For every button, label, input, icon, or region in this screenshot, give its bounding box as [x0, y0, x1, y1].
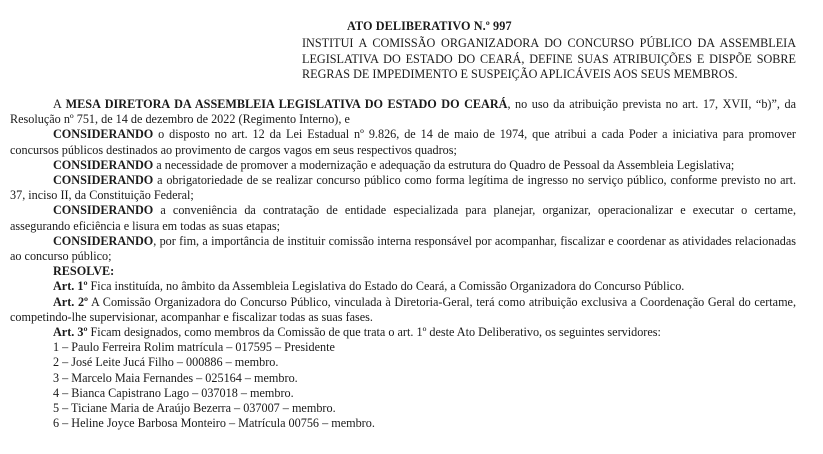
considerando-3: CONSIDERANDO a obrigatoriedade de se realizar concurso público como forma legítima de ingresso no serviço público, conforme previsto no art. 37, inciso II, da Constituição Federal; — [10, 173, 796, 203]
article-1: Art. 1º Fica instituída, no âmbito da Assembleia Legislativa do Estado do Ceará, a Comissão Organizadora do Concurso Público. — [53, 279, 685, 294]
member-item: 2 – José Leite Jucá Filho – 000886 – membro. — [53, 355, 279, 370]
member-item: 5 – Ticiane Maria de Araújo Bezerra – 037007 – membro. — [53, 401, 336, 416]
resolve-heading: RESOLVE: — [53, 264, 115, 279]
member-item: 1 – Paulo Ferreira Rolim matrícula – 017595 – Presidente — [53, 340, 335, 355]
member-item: 4 – Bianca Capistrano Lago – 037018 – membro. — [53, 385, 294, 400]
member-item: 3 – Marcelo Maia Fernandes – 025164 – membro. — [53, 370, 298, 385]
document-ementa: INSTITUI A COMISSÃO ORGANIZADORA DO CONCURSO PÚBLICO DA ASSEMBLEIA LEGISLATIVA DO ESTADO DO CEARÁ, DEFINE SUAS ATRIBUIÇÕES E DISPÕE SOBRE REGRAS DE IMPEDIMENTO E SUSPEIÇÃO APLICÁVEIS AOS SEUS MEMBROS. — [302, 36, 796, 82]
preamble: A MESA DIRETORA DA ASSEMBLEIA LEGISLATIVA DO ESTADO DO CEARÁ, no uso da atribuição prevista no art. 17, XVII, “b)”, da Resolução nº 751, de 14 de dezembro de 2022 (Regimento Interno), e — [10, 97, 796, 127]
considerando-1: CONSIDERANDO o disposto no art. 12 da Lei Estadual nº 9.826, de 14 de maio de 1974, que atribui a cada Poder a iniciativa para promover concursos públicos destinados ao provimento de cargos vagos em seus respectivos quadros; — [10, 127, 796, 157]
member-item: 6 – Heline Joyce Barbosa Monteiro – Matrícula 00756 – membro. — [53, 416, 375, 431]
article-2: Art. 2º A Comissão Organizadora do Concurso Público, vinculada à Diretoria-Geral, terá como atribuição exclusiva a Coordenação Geral do certame, competindo-lhe supervisionar, acompanhar e fiscalizar todas as suas fases. — [10, 294, 796, 324]
issuing-body: MESA DIRETORA DA ASSEMBLEIA LEGISLATIVA DO ESTADO DO CEARÁ — [65, 97, 508, 111]
document-body — [10, 97, 796, 431]
considerando-5: CONSIDERANDO, por fim, a importância de instituir comissão interna responsável por acompanhar, fiscalizar e coordenar as atividades relacionadas ao concurso público; — [10, 233, 796, 264]
document-title: ATO DELIBERATIVO N.º 997 — [347, 19, 512, 33]
article-3: Art. 3º Ficam designados, como membros da Comissão de que trata o art. 1º deste Ato Deliberativo, os seguintes servidores: — [53, 325, 661, 340]
considerando-4: CONSIDERANDO a conveniência da contratação de entidade especializada para planejar, organizar, operacionalizar e executar o certame, assegurando eficiência e lisura em todas as suas etapas; — [10, 203, 796, 233]
considerando-2: CONSIDERANDO a necessidade de promover a modernização e adequação da estrutura do Quadro de Pessoal da Assembleia Legislativa; — [53, 157, 735, 172]
